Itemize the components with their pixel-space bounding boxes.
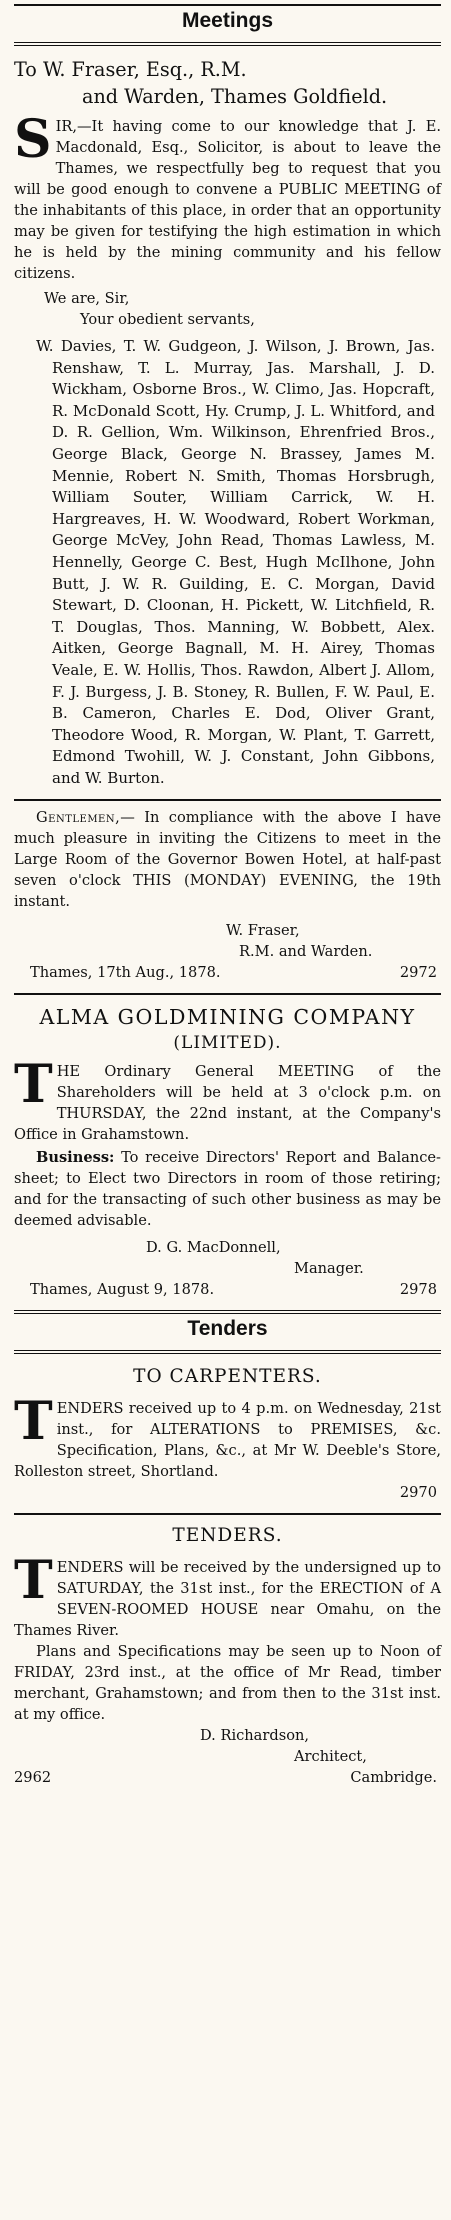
carpenters-title: TO CARPENTERS. <box>133 1366 322 1388</box>
salutation: We are, Sir, <box>44 290 130 307</box>
tenders-signer: D. Richardson, <box>200 1727 310 1745</box>
carpenters-ad-number: 2970 <box>399 1484 437 1502</box>
reply-lead: Gentlemen, <box>36 809 121 827</box>
alma-dateline <box>14 1279 441 1300</box>
fraser-notice <box>14 56 441 983</box>
tenders-title: TENDERS. <box>172 1525 283 1547</box>
drop-cap: S <box>14 109 52 170</box>
alma-title: ALMA GOLDMINING COMPANY <box>39 1005 416 1030</box>
alma-signer-title: Manager. <box>294 1260 364 1278</box>
carpenters-body: ENDERS received up to 4 p.m. on Wednesday, 21st inst., for ALTERATIONS to PREMISES, &c. Specification, Plans, &c., at Mr W. Deeble's Store, Rolleston street, Shortland. <box>14 1400 441 1481</box>
alma-signer: D. G. MacDonnell, <box>146 1239 281 1257</box>
carpenters-text <box>14 1391 441 1482</box>
fraser-signer-title: R.M. and Warden. <box>239 943 373 961</box>
business-label: Business: <box>36 1149 115 1167</box>
fraser-dateline <box>14 962 441 983</box>
fraser-date: Thames, 17th Aug., 1878. <box>30 964 221 982</box>
meetings-header: Meetings <box>14 4 441 46</box>
fraser-address-line1: To W. Fraser, Esq., R.M. <box>14 58 247 81</box>
drop-cap: T <box>14 1550 53 1612</box>
tenders-dateline <box>14 1767 441 1788</box>
closing: Your obedient servants, <box>80 311 255 328</box>
tenders-body: ENDERS will be received by the undersigned up to SATURDAY, the 31st inst., for the ERECTION of A SEVEN-ROOMED HOUSE near Omahu, on the Thames River. <box>14 1559 441 1640</box>
tenders-ad-number: 2962 <box>14 1769 52 1787</box>
carpenters-notice <box>14 1364 441 1503</box>
tenders-notice <box>14 1523 441 1788</box>
reply-text: — In compliance with the above I have much pleasure in inviting the Citizens to meet in the Large Room of the Governor Bowen Hotel, at half-past seven o'clock THIS (MONDAY) EVENING, the 19th instant. <box>14 809 441 911</box>
business-text: To receive Directors' Report and Balance-sheet; to Elect two Directors in room of those retiring; and for the transacting of such other business as may be deemed advisable. <box>14 1149 441 1230</box>
tenders-plans: Plans and Specifications may be seen up to Noon of FRIDAY, 23rd inst., at the office of Mr Read, timber merchant, Grahamstown; and from then to the 31st inst. at my office. <box>14 1643 441 1724</box>
alma-notice-text <box>14 1054 441 1145</box>
fraser-address-line2: and Warden, Thames Goldfield. <box>82 85 388 108</box>
fraser-ad-number: 2972 <box>399 964 437 982</box>
tenders-signer-title: Architect, <box>294 1748 367 1766</box>
alma-ad-number: 2978 <box>399 1281 437 1299</box>
alma-notice <box>14 1003 441 1300</box>
drop-cap: T <box>14 1054 53 1116</box>
petition-text: IR,—It having come to our knowledge that J. E. Macdonald, Esq., Solicitor, is about to leave the Thames, we respectfully beg to request that you will be good enough to convene a PUBLIC MEETING of the inhabitants of this place, in order that an opportunity may be given for testifying the high estimation in which he is held by the mining community and his fellow citizens. <box>14 118 441 282</box>
divider <box>14 993 441 995</box>
signatory-list: W. Davies, T. W. Gudgeon, J. Wilson, J. Brown, Jas. Renshaw, T. L. Murray, Jas. Marshall, J. D. Wickham, Osborne Bros., W. Climo, Jas. Hopcraft, R. McDonald Scott, Hy. Crump, J. L. Whitford, and D. R. Gellion, Wm. Wilkinson, Ehrenfried Bros., George Black, George N. Brassey, James M. Mennie, Robert N. Smith, Thomas Horsbrugh, William Souter, William Carrick, W. H. Hargreaves, H. W. Woodward, Robert Workman, George McVey, John Read, Thomas Lawless, M. Hennelly, George C. Best, Hugh McIlhone, John Butt, J. W. R. Guilding, E. C. Morgan, David Stewart, D. Cloonan, H. Pickett, W. Litchfield, R. T. Douglas, Thos. Manning, W. Bobbett, Alex. Aitken, George Bagnall, M. H. Airey, Thomas Veale, E. W. Hollis, Thos. Rawdon, Albert J. Allom, F. J. Burgess, J. B. Stoney, R. Bullen, F. W. Paul, E. B. Cameron, Charles E. Dod, Oliver Grant, Theodore Wood, R. Morgan, W. Plant, T. Garrett, Edmond Twohill, W. J. Constant, John Gibbons, and W. Burton. <box>36 337 435 787</box>
tenders-place: Cambridge. <box>350 1769 437 1787</box>
fraser-reply <box>14 807 441 912</box>
alma-date: Thames, August 9, 1878. <box>30 1281 215 1299</box>
alma-business <box>14 1147 441 1231</box>
alma-notice-body: HE Ordinary General MEETING of the Shareholders will be held at 3 o'clock p.m. on THURSDAY, the 22nd instant, at the Company's Office in Grahamstown. <box>14 1063 441 1144</box>
tenders-header: Tenders <box>14 1314 441 1354</box>
drop-cap: T <box>14 1391 53 1453</box>
divider <box>14 799 441 801</box>
alma-subtitle: (LIMITED). <box>173 1033 282 1054</box>
fraser-signer: W. Fraser, <box>226 922 300 940</box>
tenders-text <box>14 1550 441 1641</box>
fraser-petition <box>14 109 441 284</box>
divider <box>14 1513 441 1515</box>
